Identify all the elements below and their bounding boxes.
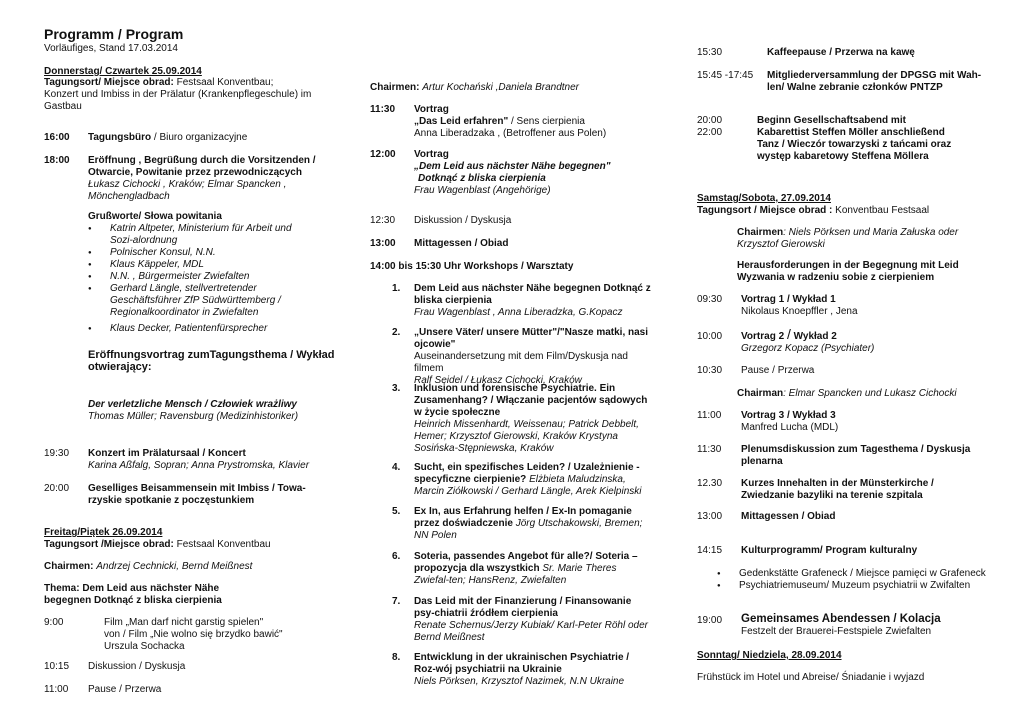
theme-saturday: Herausforderungen in der Begegnung mit Leid Wyzwania w radzeniu sobie z cierpieniem (737, 260, 959, 283)
lecture-sat-1: 09:30 Vortrag 1 / Wykład 1 Nikolaus Knoepffler , Jena (697, 294, 858, 317)
event-eroeffnung: 18:00 Eröffnung , Begrüßung durch die Vorsitzenden / Otwarcie, Powitanie przez przewodniczących Łukasz Cichocki , Kraków; Elmar Spancken , Mönchengladbach (44, 155, 316, 202)
event-pause: 11:00 Pause / Przerwa (44, 684, 162, 695)
day-heading-saturday: Samstag/Sobota, 27.09.2014 (697, 193, 831, 204)
chairmen-friday: Chairmen: Andrzej Cechnicki, Bernd Meißnest (44, 561, 253, 572)
sunday-text: Frühstück im Hotel und Abreise/ Śniadanie i wyjazd (697, 672, 925, 683)
greetings-list (88, 223, 313, 335)
event-konzert: 19:30 Konzert im Prälatursaal / Koncert Karina Aßfalg, Sopran; Anna Prystromska, Klavier (44, 448, 310, 471)
day-heading-sunday: Sonntag/ Niedziela, 28.09.2014 (697, 650, 842, 661)
keynote: Der verletzliche Mensch / Człowiek wrażliwy Thomas Müller; Ravensburg (Medizinhistoriker) (88, 399, 299, 422)
day-heading-friday: Freitag/Piątek 26.09.2014 (44, 527, 163, 538)
list-item: ● Klaus Decker, Patientenfürsprecher (88, 323, 313, 335)
event-mittagessen-sat: 13:00 Mittagessen / Obiad (697, 511, 836, 522)
event-tagungsbuero: 16:00 Tagungsbüro / Biuro organizacyjne (44, 132, 248, 143)
list-item: ● Polnischer Konsul, N.N. (88, 247, 313, 259)
event-pause-sat: 10:30 Pause / Przerwa (697, 365, 815, 376)
greetings-section: Grußworte/ Słowa powitania ● Katrin Altpeter, Ministerium für Arbeit und Sozi-alordnung ● Polnischer Konsul, N.N. ● Klaus Käppeler, MDL ● N.N. , Bürgermeister Zwiefalten ● Gerhard Längle, stellvertretender Geschäftsführer ZfP Südwürttemberg / Regionalkoordinator in Zwiefalten ● Klaus Decker, Patientenfürsprecher (44, 211, 378, 335)
venue-friday: Tagungsort /Miejsce obrad: Festsaal Konventbau (44, 539, 271, 550)
page-subtitle: Vorläufiges, Stand 17.03.2014 (44, 43, 178, 54)
lecture-sat-2: 10:00 Vortrag 2 / Wykład 2 Grzegorz Kopacz (Psychiater) (697, 326, 875, 354)
event-mitgliederversammlung: 15:45 -17:45 Mitgliederversammlung der DPGSG mit Wah-len/ Walne zebranie członków PNTZP (697, 70, 982, 93)
workshop-5: 5. Ex In, aus Erfahrung helfen / Ex-In pomaganie przez doświadczenie Jörg Utschakowski, Bremen; NN Polen (392, 506, 643, 541)
event-diskussion: 10:15 Diskussion / Dyskusja (44, 661, 186, 672)
list-item: ● N.N. , Bürgermeister Zwiefalten (88, 271, 313, 283)
event-kaffeepause: 15:30 Kaffeepause / Przerwa na kawę (697, 47, 915, 58)
workshop-7: 7. Das Leid mit der Finanzierung / Finansowanie psy-chiatrii źródłem cierpienia Renate Schernus/Jerzy Kubiak/ Karl-Peter Röhl oder Bernd Meißnest (392, 596, 649, 643)
workshop-6: 6. Soteria, passendes Angebot für alle?/ Soteria – propozycja dla wszystkich Sr. Marie Theres Zwiefal-ten; HansRenz, Zwiefalten (392, 551, 638, 586)
list-item: ● Psychiatriemuseum/ Muzeum psychiatrii w Zwifalten (717, 580, 1007, 592)
event-diskussion-2: 12:30 Diskussion / Dyskusja (370, 215, 512, 226)
event-gesellschaftsabend: 20:00 22:00 Beginn Gesellschaftsabend mit Kabarettist Steffen Möller anschließend Tanz / Wieczór towarzyski z tańcami oraz występ kabaretowy Steffena Möllera (697, 115, 952, 162)
culture-list (717, 568, 1007, 592)
workshop-8: 8. Entwicklung in der ukrainischen Psychiatrie / Roz-wój psychiatrii na Ukrainie Niels Pörksen, Krzysztof Nazimek, N.N Ukraine (392, 652, 630, 687)
venue-saturday: Tagungsort / Miejsce obrad : Konventbau Festsaal (697, 205, 930, 216)
workshop-4: 4. Sucht, ein spezifisches Leiden? / Uzależnienie - specyficzne cierpienie? Elżbieta Maludzinska, Marcin Ziółkowski / Gerhard Längle, Arek Kielpinski (392, 462, 642, 497)
event-beisammensein: 20:00 Geselliges Beisammensein mit Imbiss / Towa-rzyskie spotkanie z poczęstunkiem (44, 483, 306, 506)
event-plenumsdiskussion: 11:30 Plenumsdiskussion zum Tagesthema / Dyskusja plenarna (697, 444, 971, 467)
chairmen-morning: Chairmen: Artur Kochański ,Daniela Brandtner (370, 82, 579, 93)
workshop-2: 2. „Unsere Väter/ unsere Mütter"/"Nasze matki, nasi ojcowie" Auseinandersetzung mit dem Film/Dyskusja nad filmem Ralf Seidel / Łukasz Cichocki, Kraków (392, 327, 649, 386)
page-title: Programm / Program (44, 26, 184, 42)
keynote-heading: Eröffnungsvortrag zumTagungsthema / Wykład otwierający: (88, 349, 335, 373)
event-mittagessen: 13:00 Mittagessen / Obiad (370, 238, 509, 249)
workshops-heading: 14:00 bis 15:30 Uhr Workshops / Warsztaty (370, 261, 574, 272)
lecture-sat-3: 11:00 Vortrag 3 / Wykład 3 Manfred Lucha (MDL) (697, 410, 839, 433)
workshop-1: 1. Dem Leid aus nächster Nähe begegnen Dotknąć z bliska cierpienia Frau Wagenblast , Anna Liberadzka, G.Kopacz (392, 283, 651, 318)
chairmen-saturday-2: Chairman: Elmar Spancken und Lukasz Cichocki (737, 388, 957, 399)
venue-thursday: Tagungsort/ Miejsce obrad: Festsaal Konventbau; Konzert und Imbiss in der Prälatur (Krankenpflegeschule) im Gastbau (44, 77, 312, 112)
list-item: ● Gedenkstätte Grafeneck / Miejsce pamięci w Grafeneck (717, 568, 1007, 580)
event-innehalten: 12.30 Kurzes Innehalten in der Münsterkirche / Zwiedzanie bazyliki na terenie szpitala (697, 478, 934, 501)
event-abendessen: 19:00 Gemeinsames Abendessen / Kolacja Festzelt der Brauerei-Festspiele Zwiefalten (697, 613, 941, 637)
day-heading-thursday: Donnerstag/ Czwartek 25.09.2014 (44, 66, 202, 77)
theme-friday: Thema: Dem Leid aus nächster Nähe begegnen Dotknąć z bliska cierpienia (44, 583, 222, 606)
lecture-2: 12:00 Vortrag „Dem Leid aus nächster Nähe begegnen" Dotknąć z bliska cierpienia Frau Wagenblast (Angehörige) (370, 149, 611, 196)
event-film: 9:00 Film „Man darf nicht garstig spielen" von / Film „Nie wolno się brzydko bawić" Urszula Sochacka (44, 617, 283, 652)
event-kulturprogramm: 14:15 Kulturprogramm/ Program kulturalny (697, 545, 918, 556)
list-item: ● Klaus Käppeler, MDL (88, 259, 313, 271)
list-item: ● Katrin Altpeter, Ministerium für Arbeit und Sozi-alordnung (88, 223, 313, 247)
chairmen-saturday-1: Chairmen: Niels Pörksen und Maria Załuska oder Krzysztof Gierowski (737, 227, 959, 250)
workshop-3: 3. Inklusion und forensische Psychiatrie. Ein Zusamenhang? / Włączanie pacjentów sądowych w życie społeczne Heinrich Missenhardt, Weissenau; Patrick Debbelt, Hemer; Krzysztof Gierowski, Kraków Krystyna Sosińska-Stępniewska, Kraków (392, 383, 648, 454)
list-item: ● Gerhard Längle, stellvertretender Geschäftsführer ZfP Südwürttemberg / Regionalkoordinator in Zwiefalten (88, 283, 313, 319)
lecture-1: 11:30 Vortrag „Das Leid erfahren" / Sens cierpienia Anna Liberadzaka , (Betroffener aus Polen) (370, 104, 607, 139)
